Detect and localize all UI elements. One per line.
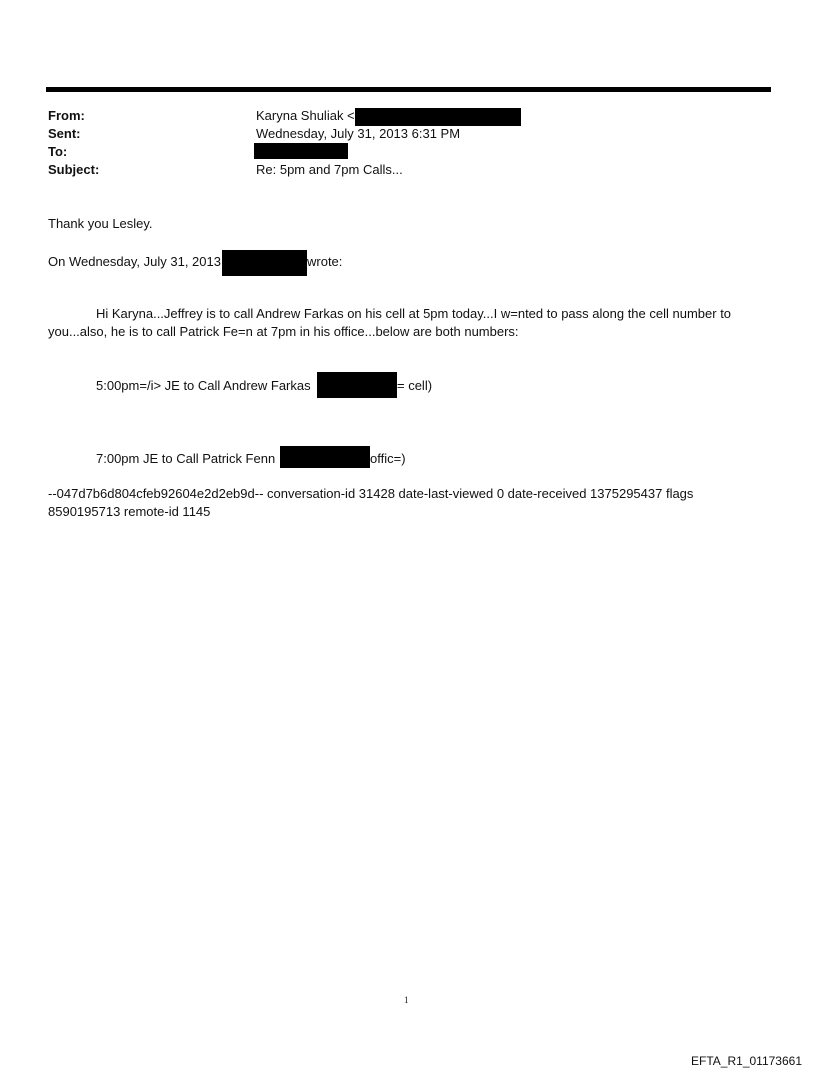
from-value: Karyna Shuliak < bbox=[256, 108, 355, 123]
redaction-phone-1 bbox=[317, 372, 397, 398]
from-label: From: bbox=[48, 108, 85, 123]
header-rule bbox=[46, 87, 771, 92]
subject-label: Subject: bbox=[48, 162, 100, 177]
subject-value: Re: 5pm and 7pm Calls... bbox=[256, 162, 403, 177]
metadata-line-2: 8590195713 remote-id 1145 bbox=[48, 504, 211, 519]
redaction-sender bbox=[222, 250, 307, 276]
call-line-1-end: = cell) bbox=[397, 378, 433, 393]
bates-number: EFTA_R1_01173661 bbox=[691, 1054, 802, 1068]
metadata-line-1: --047d7b6d804cfeb92604e2d2eb9d-- conversation-id 31428 date-last-viewed 0 date-received 1375295437 flags bbox=[48, 486, 694, 501]
quoted-paragraph-line-2: you...also, he is to call Patrick Fe=n at 7pm in his office...below are both numbers: bbox=[48, 324, 519, 339]
quote-intro-start: On Wednesday, July 31, 2013 bbox=[48, 254, 221, 269]
call-line-2-start: 7:00pm JE to Call Patrick Fenn bbox=[96, 451, 276, 466]
redaction-phone-2 bbox=[280, 446, 370, 468]
reply-text: Thank you Lesley. bbox=[48, 216, 153, 231]
call-line-2-end: offic=) bbox=[370, 451, 406, 466]
sent-value: Wednesday, July 31, 2013 6:31 PM bbox=[256, 126, 461, 141]
quote-intro-end: wrote: bbox=[307, 254, 343, 269]
redaction-to bbox=[254, 143, 348, 159]
to-label: To: bbox=[48, 144, 68, 159]
call-line-1-start: 5:00pm=/i> JE to Call Andrew Farkas bbox=[96, 378, 311, 393]
page-number: 1 bbox=[404, 995, 409, 1005]
redaction-from-email bbox=[355, 108, 521, 126]
quoted-paragraph-line-1: Hi Karyna...Jeffrey is to call Andrew Farkas on his cell at 5pm today...I w=nted to pass along the cell number to bbox=[96, 306, 732, 321]
sent-label: Sent: bbox=[48, 126, 81, 141]
